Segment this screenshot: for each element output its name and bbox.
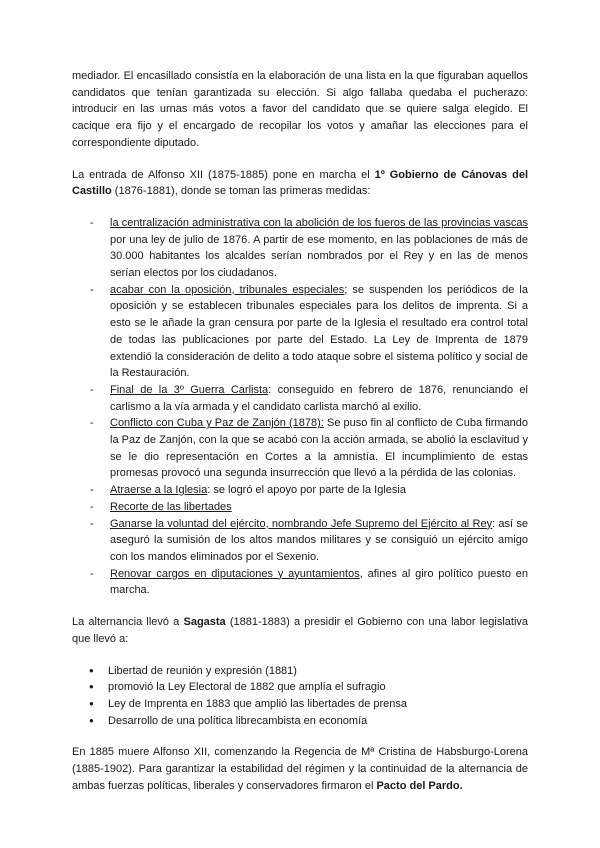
list-item: - Recorte de las libertades <box>72 499 528 516</box>
pacto-del-pardo: Pacto del Pardo. <box>376 779 463 792</box>
list-item: - Conflicto con Cuba y Paz de Zanjón (1878): Se puso fin al conflicto de Cuba firmando la Paz de Zanjón, con la que se acabó con la acción armada, se abolió la esclavitud y se le dio representación en Cortes a la amnistía. El incumplimiento de estas promesas provocó una segunda insurrección que llevó a la pérdida de las colonias. <box>72 415 528 482</box>
list-item: - acabar con la oposición, tribunales especiales; se suspenden los periódicos de la oposición y se establecen tribunales especiales para los delitos de imprenta. Si a esto se le añade la gran censura por parte de la Iglesia el resultado era control total de todas las publicaciones por parte del Estado. La Ley de Imprenta de 1879 extendió la consideración de delito a todo ataque sobre el sistema político y social de la Restauración. <box>72 282 528 382</box>
list-item: ● Libertad de reunión y expresión (1881) <box>72 663 528 680</box>
list-item: - Atraerse a la Iglesia: se logró el apoyo por parte de la Iglesia <box>72 482 528 499</box>
measures-list <box>72 215 528 599</box>
canovas-government-heading: 1º Gobierno de Cánovas del Castillo <box>72 168 529 198</box>
sagasta-list <box>72 663 528 730</box>
list-item: - Ganarse la voluntad del ejército, nombrando Jefe Supremo del Ejército al Rey: así se aseguró la sumisión de los altos mandos militares y se consiguió un ejército amigo con los mandos eliminados por el Sexenio. <box>72 516 528 566</box>
document-page <box>72 68 528 794</box>
list-item: - Final de la 3º Guerra Carlista: conseguido en febrero de 1876, renunciando el carlismo a la vía armada y el candidato carlista marchó al exilio. <box>72 382 528 415</box>
sagasta-name: Sagasta <box>183 616 226 629</box>
list-item: ● Ley de Imprenta en 1883 que amplió las libertades de prensa <box>72 696 528 713</box>
final-paragraph: En 1885 muere Alfonso XII, comenzando la Regencia de Mª Cristina de Habsburgo-Lorena (1885-1902). Para garantizar la estabilidad del régimen y la continuidad de la alternancia de ambas fuerzas políticas, liberales y conservadores firmaron el Pacto del Pardo. <box>72 746 528 792</box>
list-item: - la centralización administrativa con la abolición de los fueros de las provincias vascas por una ley de julio de 1876. A partir de ese momento, en las poblaciones de más de 30.000 habitantes los alcaldes serían nombrados por el Rey y en las de menos serían electos por los ciudadanos. <box>72 215 528 282</box>
list-item: ● promovió la Ley Electoral de 1882 que amplía el sufragio <box>72 679 528 696</box>
list-item: - Renovar cargos en diputaciones y ayuntamientos, afines al giro político puesto en marcha. <box>72 566 528 599</box>
alfonso-paragraph: La entrada de Alfonso XII (1875-1885) pone en marcha el 1º Gobierno de Cánovas del Castillo (1876-1881), donde se toman las primeras medidas: <box>72 168 529 198</box>
sagasta-paragraph: La alternancia llevó a Sagasta (1881-1883) a presidir el Gobierno con una labor legislativa que llevó a: <box>72 616 528 645</box>
list-item: ● Desarrollo de una política librecambista en economía <box>72 713 528 730</box>
intro-paragraph: mediador. El encasillado consistía en la elaboración de una lista en la que figuraban aquellos candidatos que tenían garantizada su elección. Si algo fallaba quedaba el pucherazo: introducir en las urnas más votos a favor del candidato que se quiere salga elegido. El cacique era fijo y el encargado de recopilar los votos y amañar las elecciones para el correspondiente diputado. <box>72 70 528 149</box>
